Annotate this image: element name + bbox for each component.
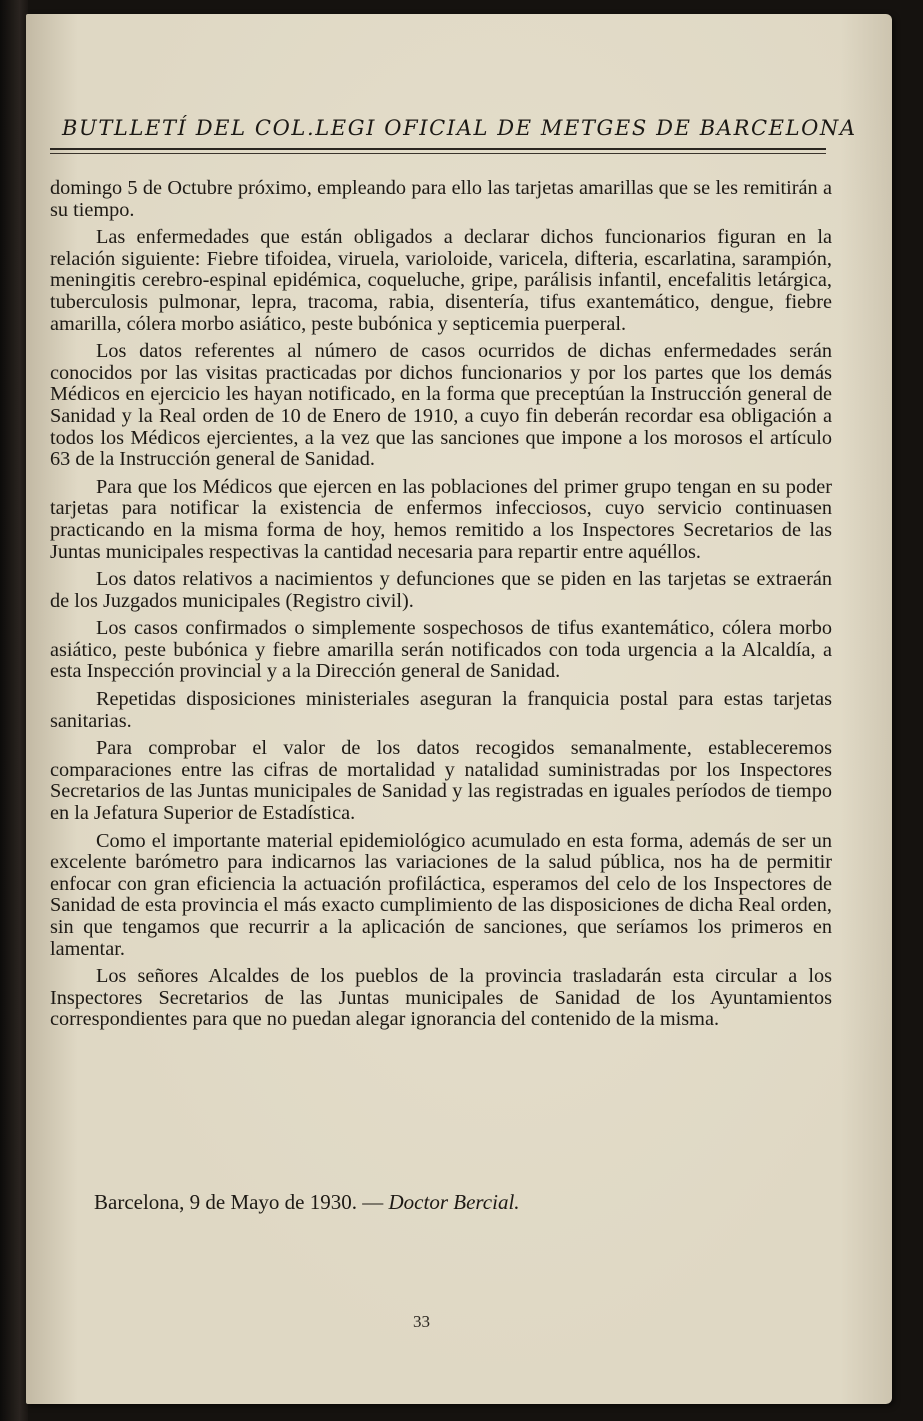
signature-place-date: Barcelona, 9 de Mayo de 1930. —: [94, 1190, 389, 1214]
book-spine: [0, 0, 28, 1421]
paragraph: Los casos confirmados o simplemente sospechosos de tifus exantemático, cólera morbo asiático, peste bubónica y fiebre amarilla serán notificados con toda urgencia a la Alcaldía, a esta Inspección provincial y a la Dirección general de Sanidad.: [50, 617, 832, 683]
running-header-title: BUTLLETÍ DEL COL.LEGI OFICIAL DE METGES DE BARCELONA: [62, 116, 857, 140]
paragraph: domingo 5 de Octubre próximo, empleando para ello las tarjetas amarillas que se les remitirán a su tiempo.: [50, 177, 832, 221]
paragraph: Los señores Alcaldes de los pueblos de la provincia trasladarán esta circular a los Inspectores Secretarios de las Juntas municipales de Sanidad de los Ayuntamientos correspondientes para que no puedan alegar ignorancia del contenido de la misma.: [50, 965, 832, 1031]
paragraph: Como el importante material epidemiológico acumulado en esta forma, además de ser un excelente barómetro para indicarnos las variaciones de la salud pública, nos ha de permitir enfocar con gran eficiencia la actuación profiláctica, esperamos del celo de los Inspectores de Sanidad de esta provincia el más exacto cumplimiento de las disposiciones de dicha Real orden, sin que tengamos que recurrir a la aplicación de sanciones, que seríamos los primeros en lamentar.: [50, 829, 832, 960]
paragraph: Para comprobar el valor de los datos recogidos semanalmente, estableceremos comparaciones entre las cifras de mortalidad y natalidad suministradas por los Inspectores Secretarios de las Juntas municipales de Sanidad y las registradas en iguales períodos de tiempo en la Jefatura Superior de Estadística.: [50, 737, 832, 825]
paragraph: Los datos relativos a nacimientos y defunciones que se piden en las tarjetas se extraerán de los Juzgados municipales (Registro civil).: [50, 568, 832, 612]
article-body: [50, 178, 832, 1031]
paragraph: Las enfermedades que están obligados a declarar dichos funcionarios figuran en la relación siguiente: Fiebre tifoidea, viruela, varioloide, varicela, difteria, escarlatina, sarampión, meningitis cerebro-espinal epidémica, coqueluche, gripe, parálisis infantil, encefalitis letárgica, tuberculosis pulmonar, lepra, tracoma, rabia, disentería, tifus exantemático, dengue, fiebre amarilla, cólera morbo asiático, peste bubónica y septicemia puerperal.: [50, 226, 832, 335]
signature-author: Doctor Bercial.: [388, 1190, 520, 1214]
paragraph: Repetidas disposiciones ministeriales aseguran la franquicia postal para estas tarjetas sanitarias.: [50, 688, 832, 732]
paragraph: Para que los Médicos que ejercen en las poblaciones del primer grupo tengan en su poder tarjetas para notificar la existencia de enfermos infecciosos, cuyo servicio continuasen practicando en la misma forma de hoy, hemos remitido a los Inspectores Secretarios de las Juntas municipales respectivas la cantidad necesaria para repartir entre aquéllos.: [50, 475, 832, 563]
header-rule-thin: [50, 153, 826, 154]
page-number: 33: [413, 1312, 430, 1331]
signature-line: [94, 1190, 520, 1215]
header-rule: [50, 148, 826, 150]
paragraph: Los datos referentes al número de casos ocurridos de dichas enfermedades serán conocidos por las visitas practicadas por dichos funcionarios y por los partes que los demás Médicos en ejercicio les hayan notificado, en la forma que preceptúan la Instrucción general de Sanidad y la Real orden de 10 de Enero de 1910, a cuyo fin deberán recordar esa obligación a todos los Médicos ejercientes, a la vez que las sanciones que impone a los morosos el artículo 63 de la Instrucción general de Sanidad.: [50, 340, 832, 471]
